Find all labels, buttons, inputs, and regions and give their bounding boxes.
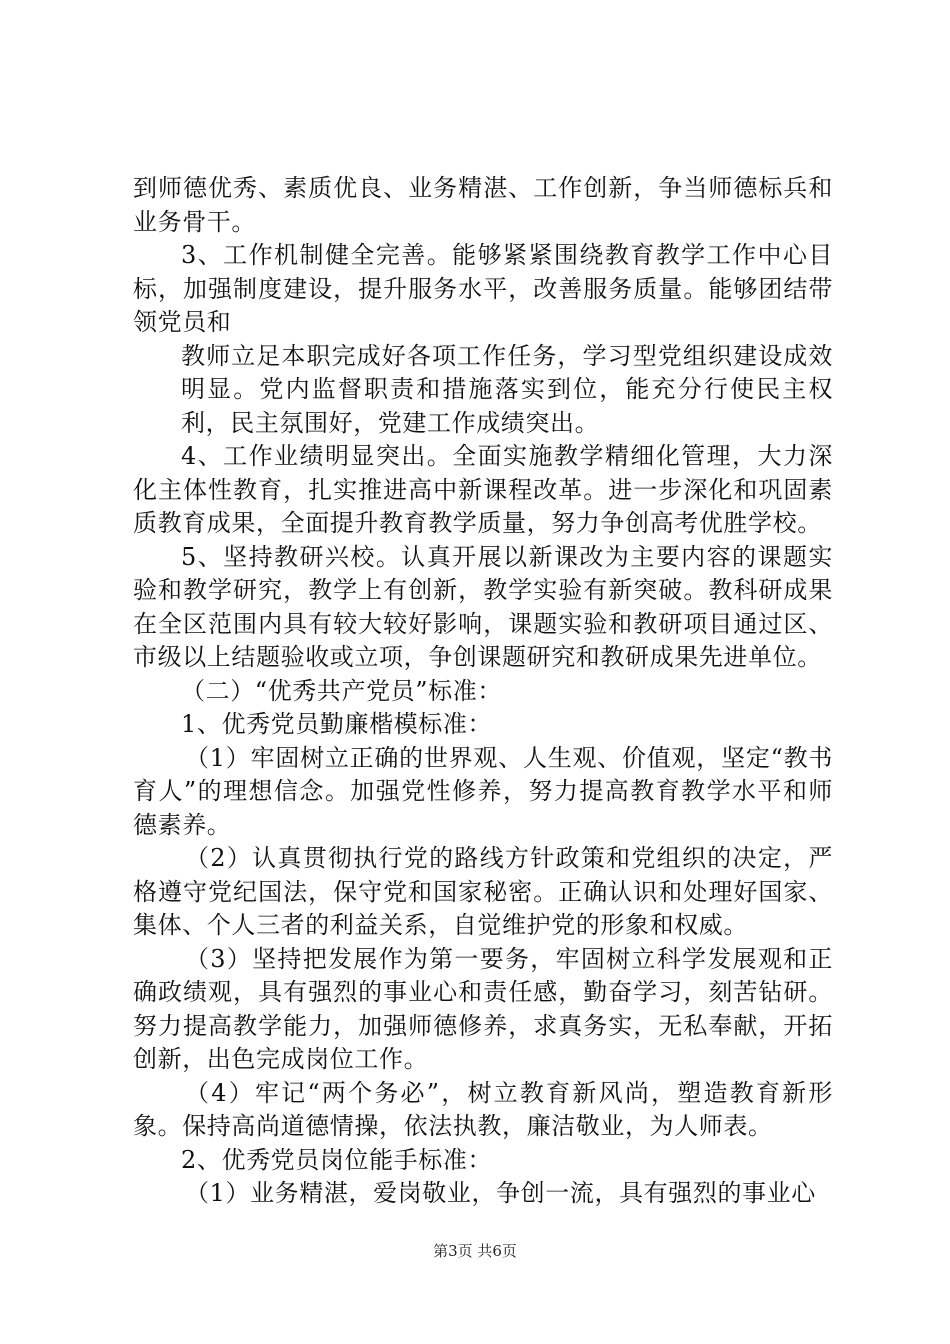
paragraph-item-3-cont: 教师立足本职完成好各项工作任务，学习型党组织建设成效明显。党内监督职责和措施落实到位，能充分行使民主权利，民主氛围好，党建工作成绩突出。: [181, 341, 833, 437]
paragraph-2-1: （1）业务精湛，爱岗敬业，争创一流，具有强烈的事业心: [185, 1179, 816, 1207]
section-heading-2: （二）“优秀共产党员”标准：: [181, 676, 502, 705]
paragraph-item-4: 4、工作业绩明显突出。全面实施教学精细化管理，大力深化主体性教育，扎实推进高中新课程改革。进一步深化和巩固素质教育成果，全面提升教育教学质量，努力争创高考优胜学校。: [133, 442, 833, 537]
paragraph-item-3: 3、工作机制健全完善。能够紧紧围绕教育教学工作中心目标，加强制度建设，提升服务水平，改善服务质量。能够团结带领党员和: [133, 241, 833, 336]
paragraph-continuation: 到师德优秀、素质优良、业务精湛、工作创新，争当师德标兵和业务骨干。: [133, 174, 833, 236]
paragraph-1-2: （2）认真贯彻执行党的路线方针政策和党组织的决定，严格遵守党纪国法，保守党和国家秘密。正确认识和处理好国家、集体、个人三者的利益关系，自觉维护党的形象和权威。: [133, 844, 833, 939]
paragraph-1-3: （3）坚持把发展作为第一要务，牢固树立科学发展观和正确政绩观，具有强烈的事业心和责任感，勤奋学习，刻苦钻研。努力提高教学能力，加强师德修养，求真务实，无私奉献，开拓创新，出色完成岗位工作。: [133, 944, 833, 1073]
page-number: 第3页 共6页: [433, 1242, 517, 1260]
paragraph-1-1: （1）牢固树立正确的世界观、人生观、价值观，坚定“教书育人”的理想信念。加强党性修养，努力提高教育教学水平和师德素养。: [133, 743, 833, 839]
subheading-2: 2、优秀党员岗位能手标准：: [181, 1145, 493, 1174]
paragraph-1-4: （4）牢记“两个务必”，树立教育新风尚，塑造教育新形象。保持高尚道德情操，依法执教，廉洁敬业，为人师表。: [133, 1078, 833, 1140]
body-text: [133, 172, 833, 1211]
subheading-1: 1、优秀党员勤廉楷模标准：: [181, 710, 493, 738]
paragraph-item-5: 5、坚持教研兴校。认真开展以新课改为主要内容的课题实验和教学研究，教学上有创新，教学实验有新突破。教科研成果在全区范围内具有较大较好影响，课题实验和教研项目通过区、市级以上结题验收或立项，争创课题研究和教研成果先进单位。: [133, 542, 833, 671]
